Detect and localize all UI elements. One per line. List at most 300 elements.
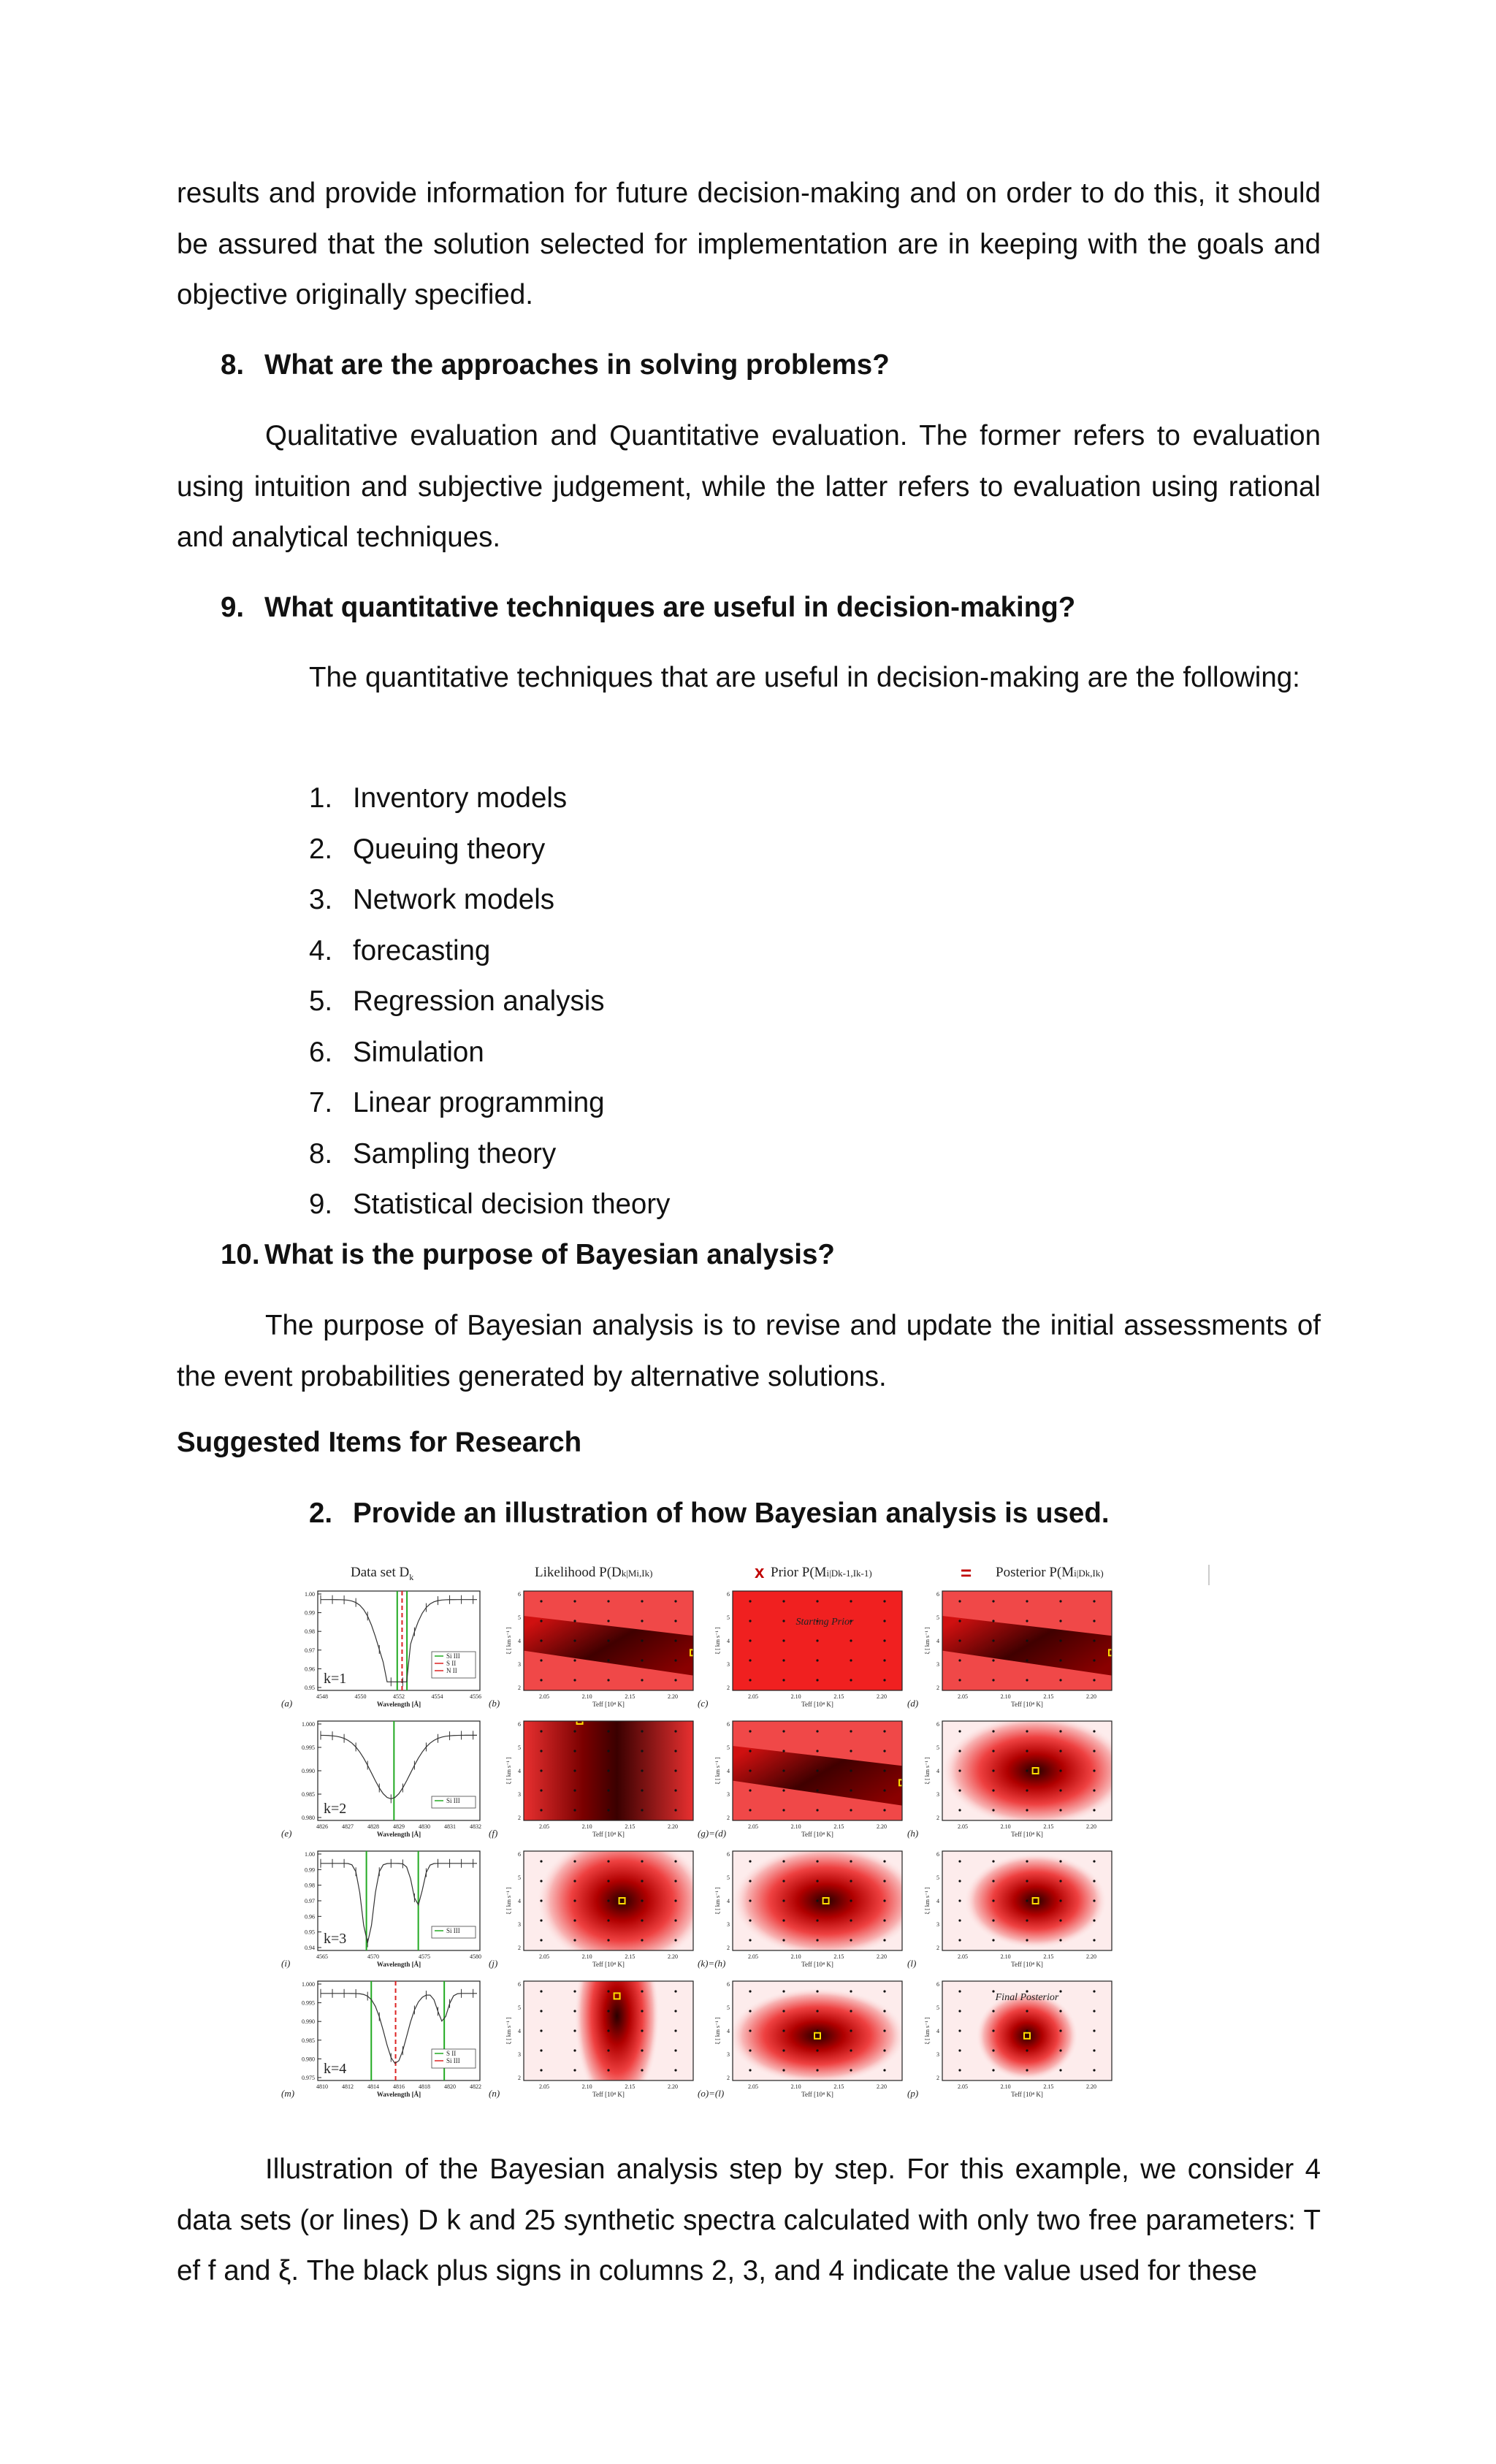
grid-plus-marker — [850, 1750, 852, 1752]
wavelength-axis-label: Wavelength [Å] — [376, 1831, 421, 1838]
grid-plus-marker — [958, 1880, 961, 1882]
xi-tick-label: 5 — [727, 1744, 730, 1751]
grid-plus-marker — [573, 1919, 576, 1921]
question-8-answer: Qualitative evaluation and Quantitative evaluation. The former refers to evaluation using intuition and subjective judgement, while the latter refers to evaluation using rational and analytical techniques. — [177, 420, 1321, 553]
flux-tick-label: 1.000 — [302, 1981, 315, 1988]
question-text: What is the purpose of Bayesian analysis? — [264, 1239, 835, 1270]
teff-axis-label: Teff [10⁴ K] — [1011, 1701, 1043, 1708]
grid-plus-marker — [1093, 1919, 1095, 1921]
grid-plus-marker — [782, 1860, 785, 1862]
column-title-prior: Prior P(Mi|Dk-1,Ik-1) — [771, 1565, 872, 1580]
question-text: What are the approaches in solving problems? — [264, 349, 890, 381]
grid-plus-marker — [1026, 1750, 1028, 1752]
grid-plus-marker — [1059, 1919, 1061, 1921]
xi-tick-label: 2 — [936, 1815, 939, 1821]
grid-plus-marker — [1059, 1639, 1061, 1641]
grid-plus-marker — [540, 1679, 542, 1681]
question-8-heading — [221, 340, 890, 391]
grid-plus-marker — [749, 1809, 751, 1811]
grid-plus-marker — [992, 1789, 994, 1791]
grid-plus-marker — [749, 1659, 751, 1661]
wavelength-tick-label: 4831 — [444, 1823, 456, 1830]
grid-plus-marker — [992, 1659, 994, 1661]
grid-plus-marker — [1026, 2069, 1028, 2071]
xi-tick-label: 3 — [518, 1661, 521, 1668]
legend-label: S II — [446, 2050, 457, 2057]
grid-plus-marker — [1026, 1639, 1028, 1641]
flux-tick-label: 1.000 — [302, 1721, 315, 1728]
grid-plus-marker — [641, 1990, 643, 1992]
grid-plus-marker — [850, 1659, 852, 1661]
grid-plus-marker — [850, 1860, 852, 1862]
teff-tick-label: 2.05 — [958, 1953, 968, 1960]
grid-plus-marker — [540, 1809, 542, 1811]
grid-plus-marker — [883, 1679, 885, 1681]
grid-plus-marker — [674, 1939, 676, 1941]
grid-plus-marker — [540, 1600, 542, 1602]
xi-tick-label: 4 — [936, 2028, 939, 2034]
grid-plus-marker — [883, 1620, 885, 1622]
grid-plus-marker — [607, 1990, 609, 1992]
list-item: 5. Regression analysis — [309, 985, 605, 1017]
xi-tick-label: 2 — [518, 2075, 521, 2081]
grid-plus-marker — [641, 1789, 643, 1791]
wavelength-tick-label: 4826 — [316, 1823, 328, 1830]
grid-plus-marker — [641, 1679, 643, 1681]
grid-plus-marker — [1059, 2010, 1061, 2012]
wavelength-tick-label: 4812 — [342, 2083, 354, 2090]
xi-tick-label: 4 — [727, 1638, 730, 1644]
xi-tick-label: 3 — [518, 1791, 521, 1798]
grid-plus-marker — [1093, 1750, 1095, 1752]
xi-axis-label: ξ [ km s⁻¹ ] — [505, 1757, 512, 1785]
xi-tick-label: 5 — [727, 1614, 730, 1621]
teff-tick-label: 2.05 — [748, 2083, 758, 2090]
grid-plus-marker — [1059, 1659, 1061, 1661]
grid-plus-marker — [1026, 1919, 1028, 1921]
flux-tick-label: 0.985 — [302, 1791, 315, 1798]
grid-plus-marker — [958, 1990, 961, 1992]
xi-tick-label: 4 — [936, 1898, 939, 1904]
wavelength-tick-label: 4580 — [470, 1953, 481, 1960]
grid-plus-marker — [883, 2049, 885, 2051]
teff-tick-label: 2.05 — [539, 1823, 549, 1830]
teff-tick-label: 2.20 — [668, 1953, 678, 1960]
grid-plus-marker — [782, 1659, 785, 1661]
panel-letter: (g)=(d) — [698, 1828, 727, 1839]
grid-plus-marker — [1059, 2029, 1061, 2032]
grid-plus-marker — [992, 1639, 994, 1641]
grid-plus-marker — [958, 1899, 961, 1902]
panel-letter: (k)=(h) — [698, 1958, 726, 1969]
question-10-answer: The purpose of Bayesian analysis is to revise and update the initial assessments of the event probabilities generated by alternative solutions. — [177, 1310, 1321, 1392]
grid-plus-marker — [1093, 2069, 1095, 2071]
grid-plus-marker — [641, 1639, 643, 1641]
teff-tick-label: 2.20 — [1086, 1693, 1096, 1700]
grid-plus-marker — [540, 1860, 542, 1862]
grid-plus-marker — [816, 2010, 818, 2012]
teff-tick-label: 2.05 — [539, 1953, 549, 1960]
grid-plus-marker — [782, 1919, 785, 1921]
legend-label: S II — [446, 1660, 457, 1667]
grid-plus-marker — [749, 1789, 751, 1791]
grid-plus-marker — [674, 1919, 676, 1921]
xi-tick-label: 6 — [518, 1591, 521, 1598]
grid-plus-marker — [992, 1769, 994, 1771]
grid-plus-marker — [573, 1659, 576, 1661]
teff-axis-label: Teff [10⁴ K] — [592, 2091, 625, 2098]
grid-plus-marker — [674, 1639, 676, 1641]
grid-plus-marker — [573, 2029, 576, 2032]
teff-axis-label: Teff [10⁴ K] — [801, 2091, 833, 2098]
grid-plus-marker — [958, 2010, 961, 2012]
grid-plus-marker — [782, 1899, 785, 1902]
flux-tick-label: 1.00 — [305, 1851, 315, 1858]
teff-tick-label: 2.10 — [1000, 1693, 1011, 1700]
grid-plus-marker — [883, 1769, 885, 1771]
grid-plus-marker — [992, 2069, 994, 2071]
grid-plus-marker — [540, 1990, 542, 1992]
xi-tick-label: 3 — [727, 1661, 730, 1668]
xi-tick-label: 2 — [518, 1815, 521, 1821]
xi-tick-label: 2 — [727, 1685, 730, 1691]
grid-plus-marker — [782, 1939, 785, 1941]
wavelength-tick-label: 4575 — [419, 1953, 430, 1960]
research-heading: Suggested Items for Research — [177, 1427, 582, 1458]
teff-tick-label: 2.05 — [748, 1953, 758, 1960]
grid-plus-marker — [1059, 2049, 1061, 2051]
wavelength-tick-label: 4554 — [431, 1693, 443, 1700]
techniques-list — [309, 773, 670, 1230]
grid-plus-marker — [749, 1679, 751, 1681]
xi-tick-label: 4 — [518, 1638, 521, 1644]
grid-plus-marker — [749, 1939, 751, 1941]
grid-plus-marker — [782, 2069, 785, 2071]
xi-tick-label: 3 — [518, 2051, 521, 2058]
wavelength-tick-label: 4829 — [393, 1823, 405, 1830]
flux-tick-label: 0.96 — [305, 1666, 315, 1673]
grid-plus-marker — [749, 1750, 751, 1752]
grid-plus-marker — [958, 1919, 961, 1921]
wavelength-tick-label: 4822 — [470, 2083, 481, 2090]
grid-plus-marker — [573, 1809, 576, 1811]
list-item: 1. Inventory models — [309, 782, 568, 814]
grid-plus-marker — [573, 1679, 576, 1681]
grid-plus-marker — [883, 1600, 885, 1602]
xi-tick-label: 3 — [727, 1791, 730, 1798]
grid-plus-marker — [607, 1600, 609, 1602]
grid-plus-marker — [607, 1730, 609, 1732]
grid-plus-marker — [992, 2010, 994, 2012]
xi-tick-label: 2 — [727, 2075, 730, 2081]
grid-plus-marker — [573, 1600, 576, 1602]
teff-tick-label: 2.05 — [748, 1693, 758, 1700]
question-number: 9. — [221, 592, 245, 623]
grid-plus-marker — [1059, 1789, 1061, 1791]
grid-plus-marker — [607, 1809, 609, 1811]
grid-plus-marker — [992, 2049, 994, 2051]
teff-tick-label: 2.20 — [877, 1693, 887, 1700]
teff-tick-label: 2.15 — [1043, 1953, 1054, 1960]
legend-label: Si III — [446, 1927, 460, 1934]
list-item: 9. Statistical decision theory — [309, 1189, 671, 1220]
grid-plus-marker — [540, 2049, 542, 2051]
grid-plus-marker — [816, 1990, 818, 1992]
xi-tick-label: 6 — [727, 1721, 730, 1728]
grid-plus-marker — [1026, 1679, 1028, 1681]
grid-plus-marker — [749, 1730, 751, 1732]
grid-plus-marker — [850, 1789, 852, 1791]
intro-paragraph: results and provide information for future decision-making and on order to do this, it should be assured that the solution selected for implementation are in keeping with the goals and objective originally specified. — [177, 178, 1321, 310]
grid-plus-marker — [816, 1769, 818, 1771]
teff-tick-label: 2.15 — [1043, 1823, 1054, 1830]
grid-plus-marker — [816, 1600, 818, 1602]
xi-tick-label: 3 — [727, 2051, 730, 2058]
xi-tick-label: 4 — [518, 2028, 521, 2034]
xi-tick-label: 2 — [936, 2075, 939, 2081]
grid-plus-marker — [883, 1880, 885, 1882]
xi-tick-label: 2 — [727, 1945, 730, 1951]
panel-letter: (n) — [489, 2088, 500, 2099]
grid-plus-marker — [992, 1730, 994, 1732]
grid-plus-marker — [883, 1639, 885, 1641]
grid-plus-marker — [883, 1860, 885, 1862]
panel-letter: (f) — [489, 1828, 498, 1839]
row-k-label: k=3 — [324, 1931, 347, 1947]
grid-plus-marker — [958, 1769, 961, 1771]
list-item: 7. Linear programming — [309, 1087, 605, 1118]
grid-plus-marker — [641, 1809, 643, 1811]
grid-plus-marker — [782, 1679, 785, 1681]
grid-plus-marker — [816, 2029, 818, 2032]
grid-plus-marker — [1059, 1939, 1061, 1941]
panel-letter: (e) — [281, 1828, 292, 1839]
grid-plus-marker — [573, 1899, 576, 1902]
teff-tick-label: 2.20 — [668, 1823, 678, 1830]
grid-plus-marker — [674, 2029, 676, 2032]
figure-row — [281, 1834, 1112, 1969]
grid-plus-marker — [641, 1880, 643, 1882]
grid-plus-marker — [1026, 2049, 1028, 2051]
grid-plus-marker — [607, 1919, 609, 1921]
grid-plus-marker — [1059, 1990, 1061, 1992]
xi-tick-label: 5 — [518, 1874, 521, 1881]
wavelength-tick-label: 4565 — [316, 1953, 328, 1960]
grid-plus-marker — [992, 1860, 994, 1862]
teff-tick-label: 2.05 — [539, 1693, 549, 1700]
grid-plus-marker — [782, 1639, 785, 1641]
grid-plus-marker — [1093, 2010, 1095, 2012]
xi-tick-label: 6 — [518, 1851, 521, 1858]
grid-plus-marker — [540, 2010, 542, 2012]
grid-plus-marker — [816, 1939, 818, 1941]
grid-plus-marker — [816, 1730, 818, 1732]
grid-plus-marker — [850, 1600, 852, 1602]
flux-tick-label: 0.95 — [305, 1685, 315, 1691]
equals-operator: = — [961, 1562, 972, 1584]
grid-plus-marker — [1093, 2029, 1095, 2032]
xi-tick-label: 6 — [936, 1721, 939, 1728]
grid-plus-marker — [1093, 1809, 1095, 1811]
grid-plus-marker — [641, 1600, 643, 1602]
grid-plus-marker — [958, 1730, 961, 1732]
list-item: 6. Simulation — [309, 1036, 484, 1068]
grid-plus-marker — [850, 1679, 852, 1681]
grid-plus-marker — [958, 1789, 961, 1791]
teff-axis-label: Teff [10⁴ K] — [1011, 2091, 1043, 2098]
flux-tick-label: 0.96 — [305, 1913, 315, 1921]
xi-tick-label: 6 — [727, 1981, 730, 1988]
grid-plus-marker — [540, 2069, 542, 2071]
bayesian-figure — [281, 1562, 1216, 2117]
grid-plus-marker — [674, 2010, 676, 2012]
row-k-label: k=1 — [324, 1671, 347, 1687]
grid-plus-marker — [782, 1789, 785, 1791]
xi-tick-label: 5 — [518, 1744, 521, 1751]
grid-plus-marker — [540, 1899, 542, 1902]
xi-tick-label: 5 — [727, 2005, 730, 2011]
teff-tick-label: 2.20 — [877, 2083, 887, 2090]
grid-plus-marker — [850, 1919, 852, 1921]
panel-letter: (o)=(l) — [698, 2088, 725, 2099]
grid-plus-marker — [850, 1990, 852, 1992]
grid-plus-marker — [1026, 1880, 1028, 1882]
teff-axis-label: Teff [10⁴ K] — [592, 1831, 625, 1838]
grid-plus-marker — [883, 1990, 885, 1992]
legend-label: Si III — [446, 2057, 460, 2064]
wavelength-tick-label: 4552 — [393, 1693, 405, 1700]
grid-plus-marker — [816, 1659, 818, 1661]
grid-plus-marker — [607, 1659, 609, 1661]
flux-tick-label: 0.995 — [302, 1999, 315, 2007]
grid-plus-marker — [992, 1600, 994, 1602]
grid-plus-marker — [816, 1880, 818, 1882]
grid-plus-marker — [641, 1860, 643, 1862]
xi-tick-label: 4 — [727, 2028, 730, 2034]
panel-letter: (c) — [698, 1698, 709, 1709]
wavelength-tick-label: 4570 — [367, 1953, 379, 1960]
grid-plus-marker — [573, 1880, 576, 1882]
teff-tick-label: 2.05 — [748, 1823, 758, 1830]
grid-plus-marker — [674, 1860, 676, 1862]
grid-plus-marker — [816, 1639, 818, 1641]
teff-tick-label: 2.15 — [625, 1693, 636, 1700]
panel-letter: (h) — [907, 1828, 919, 1839]
wavelength-tick-label: 4818 — [419, 2083, 430, 2090]
grid-plus-marker — [573, 2049, 576, 2051]
figure-caption: Illustration of the Bayesian analysis step by step. For this example, we consider 4 data sets (or lines) D k and 25 synthetic spectra calculated with only two free parameters: T ef f and ξ. The black plus signs in columns 2, 3, and 4 indicate the value used for these — [177, 2154, 1321, 2286]
grid-plus-marker — [1093, 1639, 1095, 1641]
grid-plus-marker — [958, 1939, 961, 1941]
xi-axis-label: ξ [ km s⁻¹ ] — [924, 1757, 931, 1785]
list-item: 4. forecasting — [309, 934, 491, 966]
xi-tick-label: 6 — [936, 1591, 939, 1598]
grid-plus-marker — [958, 1620, 961, 1622]
teff-tick-label: 2.20 — [668, 2083, 678, 2090]
grid-plus-marker — [749, 1919, 751, 1921]
grid-plus-marker — [782, 1730, 785, 1732]
heatmap-area — [733, 1845, 919, 1956]
grid-plus-marker — [850, 2049, 852, 2051]
grid-plus-marker — [573, 1860, 576, 1862]
xi-axis-label: ξ [ km s⁻¹ ] — [505, 1627, 512, 1655]
panel-letter: (m) — [281, 2088, 295, 2099]
teff-tick-label: 2.10 — [581, 1823, 592, 1830]
grid-plus-marker — [749, 1860, 751, 1862]
grid-plus-marker — [749, 2069, 751, 2071]
grid-plus-marker — [1059, 2069, 1061, 2071]
grid-plus-marker — [1093, 1899, 1095, 1902]
grid-plus-marker — [749, 1639, 751, 1641]
xi-tick-label: 3 — [936, 2051, 939, 2058]
flux-tick-label: 0.980 — [302, 2056, 315, 2063]
grid-plus-marker — [674, 2049, 676, 2051]
teff-axis-label: Teff [10⁴ K] — [1011, 1831, 1043, 1838]
flux-tick-label: 0.98 — [305, 1628, 315, 1636]
xi-tick-label: 4 — [518, 1768, 521, 1774]
grid-plus-marker — [1093, 1730, 1095, 1732]
wavelength-tick-label: 4548 — [316, 1693, 328, 1700]
grid-plus-marker — [958, 2049, 961, 2051]
grid-plus-marker — [883, 1809, 885, 1811]
grid-plus-marker — [1026, 1659, 1028, 1661]
grid-plus-marker — [816, 2069, 818, 2071]
grid-plus-marker — [958, 1809, 961, 1811]
grid-plus-marker — [1059, 1600, 1061, 1602]
question-9-heading — [221, 582, 1075, 633]
grid-plus-marker — [1026, 1899, 1028, 1902]
research-item — [309, 1488, 1110, 1539]
grid-plus-marker — [1026, 1939, 1028, 1941]
heatmap-area — [524, 1834, 707, 1968]
grid-plus-marker — [607, 1639, 609, 1641]
xi-tick-label: 5 — [936, 1744, 939, 1751]
grid-plus-marker — [674, 1809, 676, 1811]
row-k-label: k=4 — [324, 2061, 347, 2077]
xi-axis-label: ξ [ km s⁻¹ ] — [714, 2017, 721, 2045]
grid-plus-marker — [958, 2069, 961, 2071]
teff-tick-label: 2.10 — [1000, 2083, 1011, 2090]
row-k-label: k=2 — [324, 1801, 347, 1817]
teff-tick-label: 2.10 — [790, 2083, 801, 2090]
grid-plus-marker — [816, 1860, 818, 1862]
grid-plus-marker — [1026, 1730, 1028, 1732]
grid-plus-marker — [607, 2069, 609, 2071]
grid-plus-marker — [641, 2010, 643, 2012]
wavelength-axis-label: Wavelength [Å] — [376, 1961, 421, 1968]
xi-axis-label: ξ [ km s⁻¹ ] — [924, 1627, 931, 1655]
grid-plus-marker — [607, 2010, 609, 2012]
grid-plus-marker — [641, 1659, 643, 1661]
grid-plus-marker — [1093, 1600, 1095, 1602]
grid-plus-marker — [992, 1939, 994, 1941]
grid-plus-marker — [850, 1880, 852, 1882]
grid-plus-marker — [883, 1730, 885, 1732]
grid-plus-marker — [992, 2029, 994, 2032]
xi-tick-label: 5 — [936, 2005, 939, 2011]
grid-plus-marker — [958, 1639, 961, 1641]
grid-plus-marker — [573, 1990, 576, 1992]
grid-plus-marker — [1093, 1990, 1095, 1992]
flux-tick-label: 0.97 — [305, 1647, 315, 1654]
grid-plus-marker — [540, 1880, 542, 1882]
xi-tick-label: 6 — [518, 1981, 521, 1988]
grid-plus-marker — [782, 1990, 785, 1992]
grid-plus-marker — [782, 1600, 785, 1602]
grid-plus-marker — [641, 1919, 643, 1921]
grid-plus-marker — [992, 1620, 994, 1622]
teff-tick-label: 2.15 — [1043, 1693, 1054, 1700]
